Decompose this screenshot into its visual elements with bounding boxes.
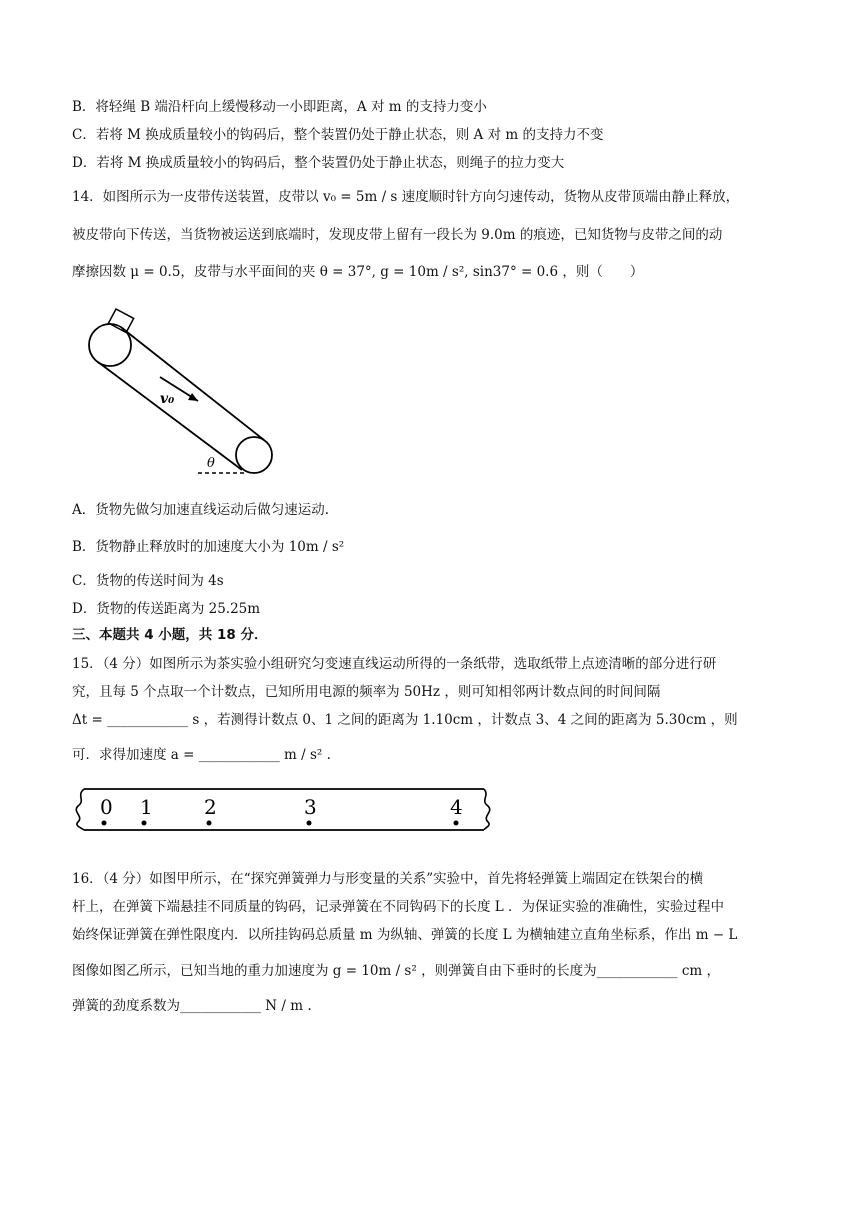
conveyor-belt-figure xyxy=(80,305,290,480)
count-point-label-0: 0 xyxy=(100,795,113,819)
q15-stem-line3: Δt = ____________ s ，若测得计数点 0、1 之间的距离为 1.10cm ，计数点 3、4 之间的距离为 5.30cm ，则 xyxy=(72,712,738,728)
bottom-pulley xyxy=(236,437,272,473)
q15-stem-line1: 15．（4 分）如图所示为茶实验小组研究匀变速直线运动所得的一条纸带，选取纸带上点迹清晰的部分进行研 xyxy=(72,656,717,672)
count-point-2 xyxy=(207,821,212,826)
q14-option-d: D．货物的传送距离为 25.25m xyxy=(72,601,261,617)
q13-option-b: B．将轻绳 B 端沿杆向上缓慢移动一小即距离，A 对 m 的支持力变小 xyxy=(72,99,487,115)
count-point-label-2: 2 xyxy=(204,795,217,819)
paper-tape-figure xyxy=(70,786,500,834)
count-point-4 xyxy=(454,821,459,826)
count-point-label-1: 1 xyxy=(140,795,153,819)
count-point-label-3: 3 xyxy=(304,795,317,819)
count-point-0 xyxy=(102,821,107,826)
count-point-3 xyxy=(307,821,312,826)
tape-right-tear xyxy=(484,789,490,830)
q16-stem-line3: 始终保证弹簧在弹性限度内．以所挂钩码总质量 m 为纵轴、弹簧的长度 L 为横轴建立直角坐标系，作出 m − L xyxy=(72,927,738,943)
q14-stem-line3: 摩擦因数 μ = 0.5，皮带与水平面间的夹 θ = 37°, g = 10m / s², sin37° = 0.6 ，则（ ） xyxy=(72,264,644,280)
q14-option-a: A．货物先做匀加速直线运动后做匀速运动. xyxy=(72,502,330,518)
count-point-label-4: 4 xyxy=(450,795,463,819)
q15-stem-line4: 可．求得加速度 a = ____________ m / s² . xyxy=(72,747,331,763)
cargo-box xyxy=(108,309,133,333)
q15-stem-line2: 究，且每 5 个点取一个计数点，已知所用电源的频率为 50Hz ，则可知相邻两计数点间的时间间隔 xyxy=(72,684,661,700)
count-point-1 xyxy=(142,821,147,826)
tape-left-tear xyxy=(76,789,84,830)
q16-stem-line1: 16．（4 分）如图甲所示，在“探究弹簧弹力与形变量的关系”实验中，首先将轻弹簧上端固定在铁架台的横 xyxy=(72,871,704,887)
angle-label: θ xyxy=(207,456,215,471)
q13-option-c: C．若将 M 换成质量较小的钩码后，整个装置仍处于静止状态，则 A 对 m 的支持力不变 xyxy=(72,127,604,143)
belt-lower xyxy=(98,362,242,470)
q14-option-b: B．货物静止释放时的加速度大小为 10m / s² xyxy=(72,539,345,555)
q14-option-c: C．货物的传送时间为 4s xyxy=(72,573,224,589)
section-three-heading: 三、本题共 4 小题，共 18 分． xyxy=(72,627,268,643)
q14-stem-line2: 被皮带向下传送，当货物被运送到底端时，发现皮带上留有一段长为 9.0m 的痕迹，已知货物与皮带之间的动 xyxy=(72,227,723,243)
q13-option-d: D．若将 M 换成质量较小的钩码后，整个装置仍处于静止状态，则绳子的拉力变大 xyxy=(72,155,565,171)
velocity-label: v₀ xyxy=(160,391,175,407)
arrow-head-icon xyxy=(188,393,198,401)
q14-stem-line1: 14．如图所示为一皮带传送装置，皮带以 v₀ = 5m / s 速度顺时针方向匀速传动，货物从皮带顶端由静止释放， xyxy=(72,189,740,205)
q16-stem-line5: 弹簧的劲度系数为____________ N / m . xyxy=(72,998,312,1014)
q16-stem-line2: 杆上，在弹簧下端悬挂不同质量的钩码，记录弹簧在不同钩码下的长度 L ．为保证实验的准确性，实验过程中 xyxy=(72,899,725,915)
q16-stem-line4: 图像如图乙所示，已知当地的重力加速度为 g = 10m / s² ，则弹簧自由下垂时的长度为____________ cm ， xyxy=(72,963,721,979)
belt-upper xyxy=(122,328,264,440)
